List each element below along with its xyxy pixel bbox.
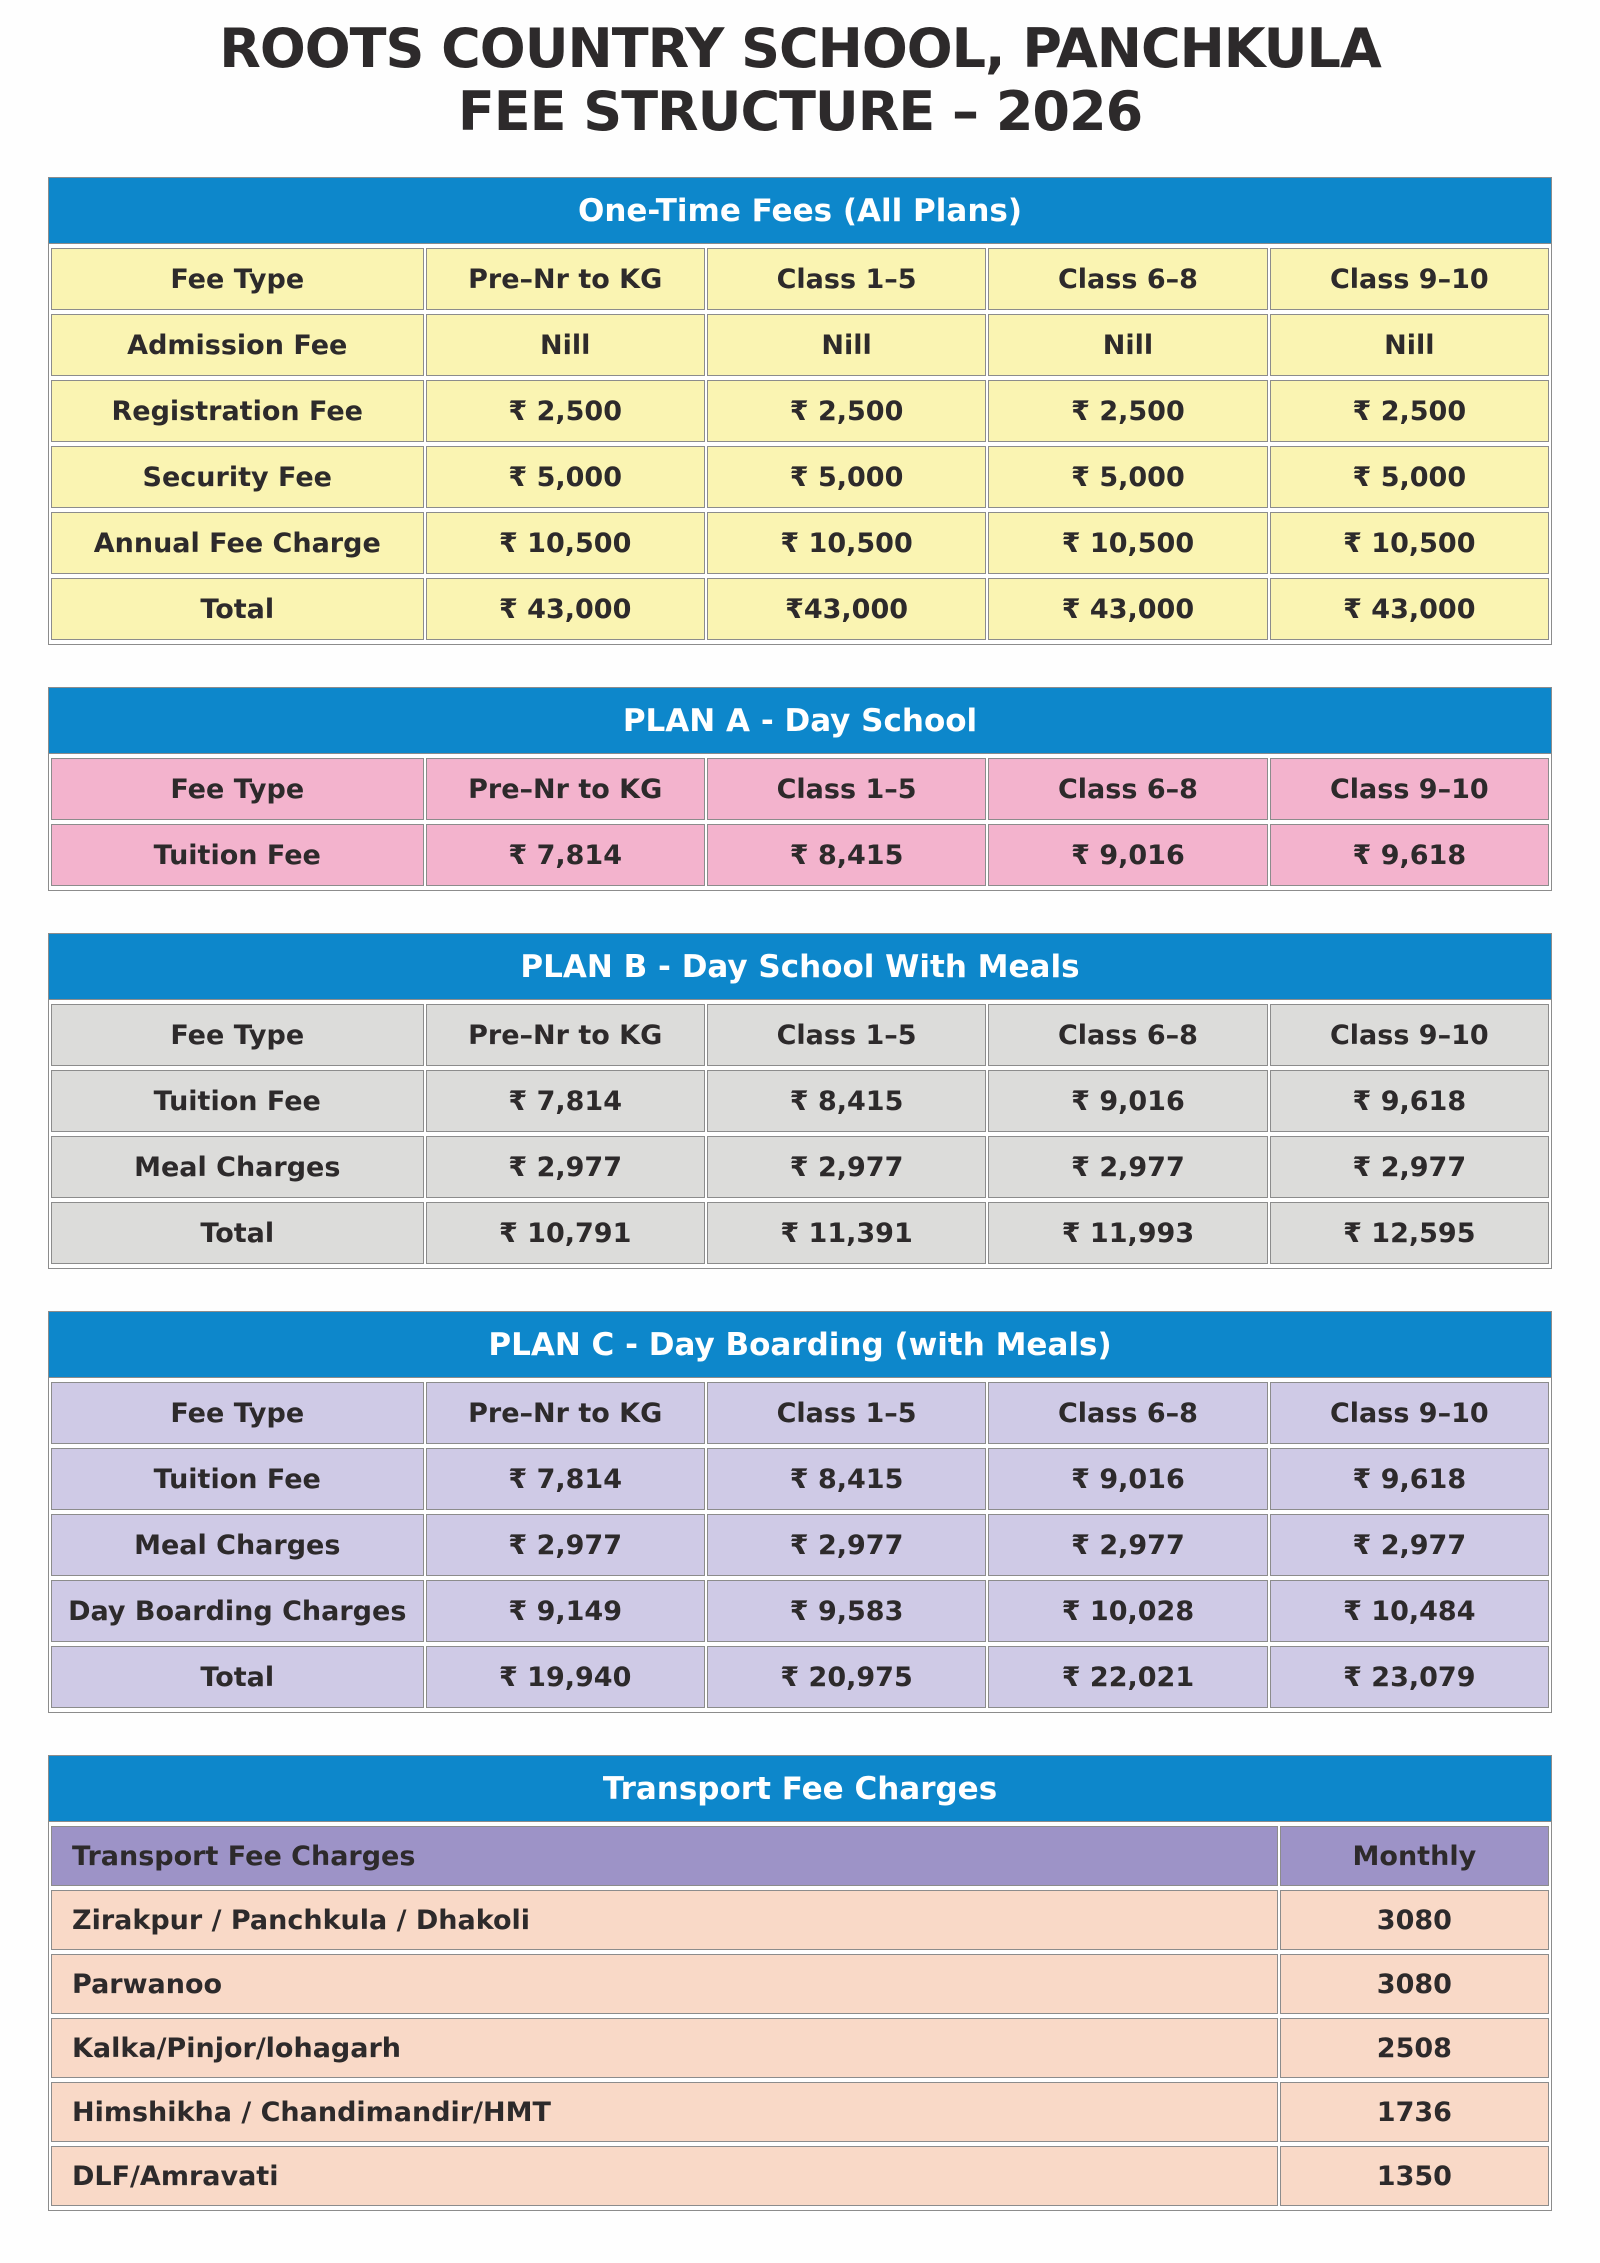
one-time-fees-table <box>48 243 1552 645</box>
column-header-cell: Class 1–5 <box>707 758 986 820</box>
row-label-cell: Zirakpur / Panchkula / Dhakoli <box>51 1890 1278 1950</box>
column-header-cell: Pre–Nr to KG <box>426 1382 705 1444</box>
table-row <box>51 1580 1549 1642</box>
row-label-cell: Day Boarding Charges <box>51 1580 424 1642</box>
fee-value-cell: ₹ 2,500 <box>1270 380 1549 442</box>
header-row <box>51 758 1549 820</box>
fee-value-cell: ₹ 9,618 <box>1270 824 1549 886</box>
row-label-cell: Tuition Fee <box>51 1448 424 1510</box>
table-row <box>51 446 1549 508</box>
header-row <box>51 1826 1549 1886</box>
section-transport <box>48 1755 1552 2211</box>
row-label-cell: Registration Fee <box>51 380 424 442</box>
fee-value-cell: ₹ 2,500 <box>426 380 705 442</box>
fee-structure-poster <box>48 18 1552 2211</box>
fee-value-cell: ₹ 5,000 <box>707 446 986 508</box>
table-row <box>51 1890 1549 1950</box>
column-header-cell: Class 6–8 <box>988 1382 1267 1444</box>
fee-value-cell: ₹ 5,000 <box>1270 446 1549 508</box>
row-label-cell: Meal Charges <box>51 1136 424 1198</box>
header-row <box>51 1004 1549 1066</box>
plan-c-table <box>48 1377 1552 1713</box>
column-header-cell: Monthly <box>1280 1826 1549 1886</box>
fee-value-cell: Nill <box>426 314 705 376</box>
fee-value-cell: ₹ 43,000 <box>1270 578 1549 640</box>
header-row <box>51 248 1549 310</box>
fee-value-cell: ₹ 5,000 <box>426 446 705 508</box>
fee-value-cell: ₹ 9,618 <box>1270 1448 1549 1510</box>
column-header-cell: Pre–Nr to KG <box>426 1004 705 1066</box>
table-row <box>51 1514 1549 1576</box>
table-row <box>51 824 1549 886</box>
column-header-cell: Class 6–8 <box>988 1004 1267 1066</box>
fee-value-cell: ₹ 2,977 <box>707 1514 986 1576</box>
row-label-cell: Parwanoo <box>51 1954 1278 2014</box>
fee-value-cell: ₹ 43,000 <box>988 578 1267 640</box>
row-label-cell: Total <box>51 1646 424 1708</box>
fee-value-cell: ₹ 9,016 <box>988 1070 1267 1132</box>
transport-table <box>48 1821 1552 2211</box>
section-header-plan-c: PLAN C - Day Boarding (with Meals) <box>48 1311 1552 1377</box>
fee-value-cell: ₹ 2,500 <box>707 380 986 442</box>
fee-value-cell: ₹ 2,977 <box>988 1136 1267 1198</box>
column-header-cell: Fee Type <box>51 1382 424 1444</box>
row-label-cell: Total <box>51 1202 424 1264</box>
fee-value-cell: 3080 <box>1280 1890 1549 1950</box>
section-one-time-fees <box>48 177 1552 645</box>
table-row <box>51 1954 1549 2014</box>
fee-value-cell: Nill <box>707 314 986 376</box>
fee-value-cell: ₹ 7,814 <box>426 1070 705 1132</box>
column-header-cell: Fee Type <box>51 758 424 820</box>
fee-value-cell: ₹ 2,500 <box>988 380 1267 442</box>
row-label-cell: Tuition Fee <box>51 1070 424 1132</box>
row-label-cell: Himshikha / Chandimandir/HMT <box>51 2082 1278 2142</box>
fee-value-cell: Nill <box>1270 314 1549 376</box>
section-header-transport: Transport Fee Charges <box>48 1755 1552 1821</box>
column-header-cell: Class 9–10 <box>1270 248 1549 310</box>
fee-value-cell: ₹ 2,977 <box>426 1136 705 1198</box>
column-header-cell: Class 6–8 <box>988 248 1267 310</box>
fee-value-cell: ₹ 10,500 <box>426 512 705 574</box>
fee-value-cell: Nill <box>988 314 1267 376</box>
table-row <box>51 1448 1549 1510</box>
fee-value-cell: ₹ 7,814 <box>426 824 705 886</box>
fee-value-cell: ₹43,000 <box>707 578 986 640</box>
row-label-cell: Kalka/Pinjor/lohagarh <box>51 2018 1278 2078</box>
row-label-cell: Annual Fee Charge <box>51 512 424 574</box>
row-label-cell: Tuition Fee <box>51 824 424 886</box>
fee-value-cell: ₹ 23,079 <box>1270 1646 1549 1708</box>
table-row <box>51 314 1549 376</box>
row-label-cell: Admission Fee <box>51 314 424 376</box>
section-plan-b <box>48 933 1552 1269</box>
column-header-cell: Class 9–10 <box>1270 1004 1549 1066</box>
page-title-line2: FEE STRUCTURE – 2026 <box>457 79 1143 143</box>
fee-value-cell: ₹ 9,016 <box>988 1448 1267 1510</box>
column-header-cell: Fee Type <box>51 248 424 310</box>
fee-value-cell: ₹ 2,977 <box>426 1514 705 1576</box>
table-row <box>51 2018 1549 2078</box>
column-header-cell: Class 6–8 <box>988 758 1267 820</box>
table-row <box>51 1202 1549 1264</box>
row-label-cell: DLF/Amravati <box>51 2146 1278 2206</box>
column-header-cell: Class 1–5 <box>707 248 986 310</box>
column-header-cell: Pre–Nr to KG <box>426 758 705 820</box>
fee-value-cell: ₹ 11,391 <box>707 1202 986 1264</box>
table-row <box>51 578 1549 640</box>
fee-value-cell: ₹ 11,993 <box>988 1202 1267 1264</box>
fee-value-cell: ₹ 5,000 <box>988 446 1267 508</box>
section-header-one-time-fees: One-Time Fees (All Plans) <box>48 177 1552 243</box>
column-header-cell: Class 1–5 <box>707 1004 986 1066</box>
row-label-cell: Total <box>51 578 424 640</box>
fee-value-cell: ₹ 2,977 <box>707 1136 986 1198</box>
fee-value-cell: ₹ 10,500 <box>988 512 1267 574</box>
fee-value-cell: ₹ 10,500 <box>707 512 986 574</box>
table-row <box>51 1646 1549 1708</box>
table-row <box>51 380 1549 442</box>
fee-value-cell: ₹ 8,415 <box>707 1070 986 1132</box>
fee-value-cell: ₹ 22,021 <box>988 1646 1267 1708</box>
table-row <box>51 1136 1549 1198</box>
fee-value-cell: ₹ 9,016 <box>988 824 1267 886</box>
column-header-cell: Class 9–10 <box>1270 758 1549 820</box>
fee-value-cell: ₹ 9,149 <box>426 1580 705 1642</box>
fee-value-cell: ₹ 10,028 <box>988 1580 1267 1642</box>
section-header-plan-b: PLAN B - Day School With Meals <box>48 933 1552 999</box>
table-row <box>51 512 1549 574</box>
section-plan-a <box>48 687 1552 891</box>
fee-value-cell: ₹ 8,415 <box>707 824 986 886</box>
table-row <box>51 1070 1549 1132</box>
plan-a-table <box>48 753 1552 891</box>
fee-value-cell: ₹ 20,975 <box>707 1646 986 1708</box>
fee-value-cell: 1736 <box>1280 2082 1549 2142</box>
table-row <box>51 2146 1549 2206</box>
section-header-plan-a: PLAN A - Day School <box>48 687 1552 753</box>
fee-value-cell: ₹ 2,977 <box>1270 1514 1549 1576</box>
fee-value-cell: ₹ 10,791 <box>426 1202 705 1264</box>
row-label-cell: Security Fee <box>51 446 424 508</box>
fee-value-cell: ₹ 7,814 <box>426 1448 705 1510</box>
column-header-cell: Class 9–10 <box>1270 1382 1549 1444</box>
row-label-cell: Meal Charges <box>51 1514 424 1576</box>
fee-value-cell: ₹ 10,500 <box>1270 512 1549 574</box>
fee-value-cell: 3080 <box>1280 1954 1549 2014</box>
column-header-cell: Pre–Nr to KG <box>426 248 705 310</box>
header-row <box>51 1382 1549 1444</box>
column-header-cell: Transport Fee Charges <box>51 1826 1278 1886</box>
fee-value-cell: ₹ 19,940 <box>426 1646 705 1708</box>
fee-value-cell: ₹ 10,484 <box>1270 1580 1549 1642</box>
fee-value-cell: 2508 <box>1280 2018 1549 2078</box>
page-title <box>48 18 1552 143</box>
fee-value-cell: ₹ 9,618 <box>1270 1070 1549 1132</box>
fee-value-cell: ₹ 9,583 <box>707 1580 986 1642</box>
fee-value-cell: 1350 <box>1280 2146 1549 2206</box>
fee-value-cell: ₹ 2,977 <box>1270 1136 1549 1198</box>
column-header-cell: Class 1–5 <box>707 1382 986 1444</box>
fee-value-cell: ₹ 12,595 <box>1270 1202 1549 1264</box>
column-header-cell: Fee Type <box>51 1004 424 1066</box>
page-title-line1: ROOTS COUNTRY SCHOOL, PANCHKULA <box>219 17 1381 80</box>
fee-value-cell: ₹ 43,000 <box>426 578 705 640</box>
plan-b-table <box>48 999 1552 1269</box>
table-row <box>51 2082 1549 2142</box>
section-plan-c <box>48 1311 1552 1713</box>
fee-value-cell: ₹ 2,977 <box>988 1514 1267 1576</box>
fee-value-cell: ₹ 8,415 <box>707 1448 986 1510</box>
